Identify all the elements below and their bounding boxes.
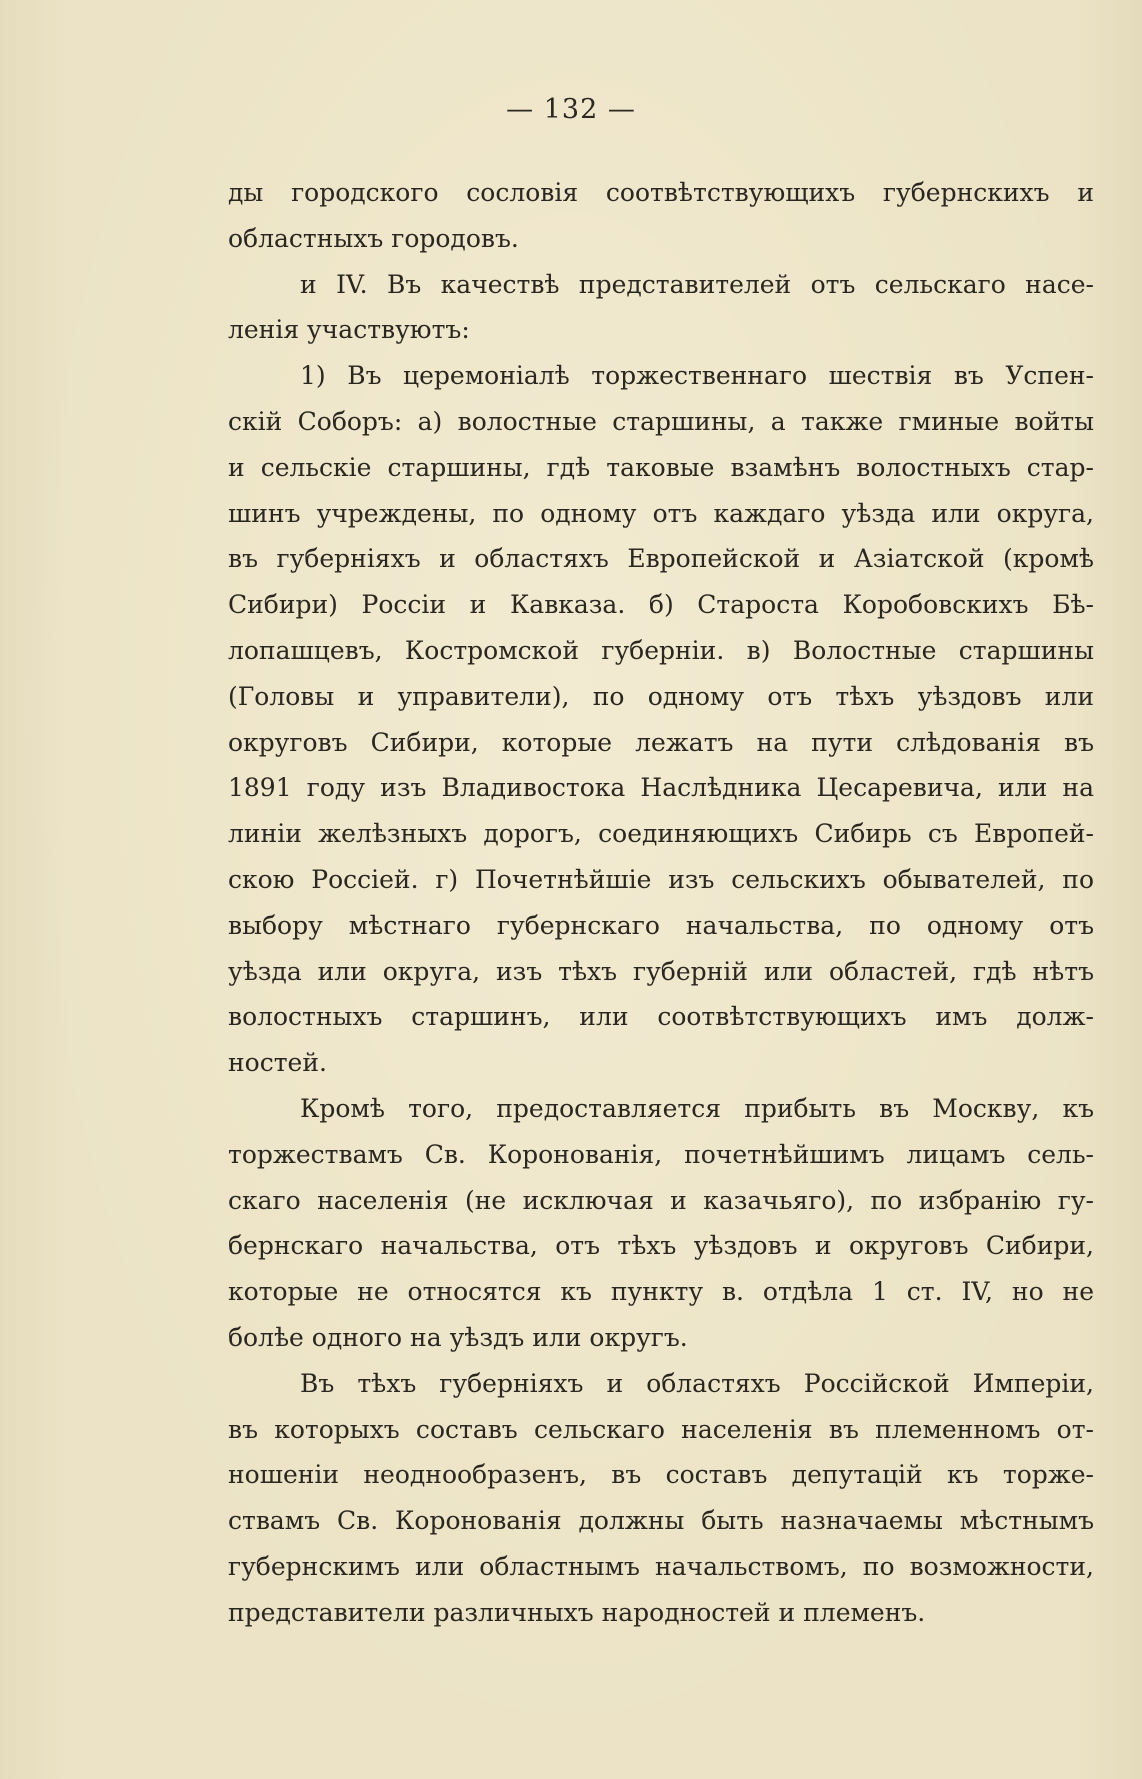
text-line: ностей.: [228, 1048, 327, 1078]
text-line: болѣе одного на уѣздъ или округъ.: [228, 1322, 688, 1352]
text-line: представители различныхъ народностей и племенъ.: [228, 1597, 926, 1627]
text-line: 1891 году изъ Владивостока Наслѣдника Цесаревича, или на: [228, 773, 1094, 803]
text-line: уѣзда или округа, изъ тѣхъ губерній или областей, гдѣ нѣтъ: [228, 956, 1094, 986]
text-line: шинъ учреждены, по одному отъ каждаго уѣзда или округа,: [228, 498, 1094, 528]
text-line: ды городского сословія соотвѣтствующихъ губернскихъ и: [228, 178, 1094, 207]
text-line: 1) Въ церемоніалѣ торжественнаго шествія въ Успен-: [300, 361, 1094, 391]
text-line: Сибири) Россіи и Кавказа. б) Староста Коробовскихъ Бѣ-: [228, 590, 1094, 620]
text-line: Кромѣ того, предоставляется прибыть въ Москву, къ: [300, 1093, 1094, 1123]
text-line: округовъ Сибири, которые лежатъ на пути слѣдованія въ: [228, 727, 1094, 757]
text-line: бернскаго начальства, отъ тѣхъ уѣздовъ и округовъ Сибири,: [228, 1231, 1094, 1261]
text-line: волостныхъ старшинъ, или соотвѣтствующихъ имъ долж-: [228, 1002, 1094, 1032]
text-line: ствамъ Св. Коронованія должны быть назначаемы мѣстнымъ: [228, 1506, 1094, 1536]
text-line: ношеніи неоднообразенъ, въ составъ депутацій къ торже-: [228, 1460, 1094, 1490]
text-line: и сельскіе старшины, гдѣ таковые взамѣнъ волостныхъ стар-: [228, 452, 1094, 482]
text-line: скій Соборъ: а) волостные старшины, а также гминые войты: [228, 406, 1094, 436]
page-number: — 132 —: [506, 94, 636, 125]
text-line: Въ тѣхъ губерніяхъ и областяхъ Россійской Имперіи,: [300, 1368, 1094, 1398]
body-text: [228, 170, 1094, 1636]
text-line: (Головы и управители), по одному отъ тѣхъ уѣздовъ или: [228, 681, 1094, 711]
text-line: ленія участвуютъ:: [228, 315, 470, 345]
text-line: въ губерніяхъ и областяхъ Европейской и Азіатской (кромѣ: [228, 544, 1094, 574]
text-line: скаго населенія (не исключая и казачьяго), по избранію гу-: [228, 1185, 1094, 1215]
text-line: которые не относятся къ пункту в. отдѣла 1 ст. IV, но не: [228, 1277, 1094, 1307]
text-line: торжествамъ Св. Коронованія, почетнѣйшимъ лицамъ сель-: [228, 1139, 1094, 1169]
text-line: скою Россіей. г) Почетнѣйшіе изъ сельскихъ обывателей, по: [228, 864, 1094, 894]
text-line: и IV. Въ качествѣ представителей отъ сельскаго насе-: [300, 269, 1094, 299]
text-line: лопашцевъ, Костромской губерніи. в) Волостные старшины: [228, 635, 1094, 665]
text-line: линіи желѣзныхъ дорогъ, соединяющихъ Сибирь съ Европей-: [228, 819, 1094, 849]
text-line: выбору мѣстнаго губернскаго начальства, по одному отъ: [228, 910, 1094, 940]
text-line: областныхъ городовъ.: [228, 223, 519, 253]
text-line: въ которыхъ составъ сельскаго населенія въ племенномъ от-: [228, 1414, 1094, 1444]
text-line: губернскимъ или областнымъ начальствомъ, по возможности,: [228, 1551, 1094, 1581]
